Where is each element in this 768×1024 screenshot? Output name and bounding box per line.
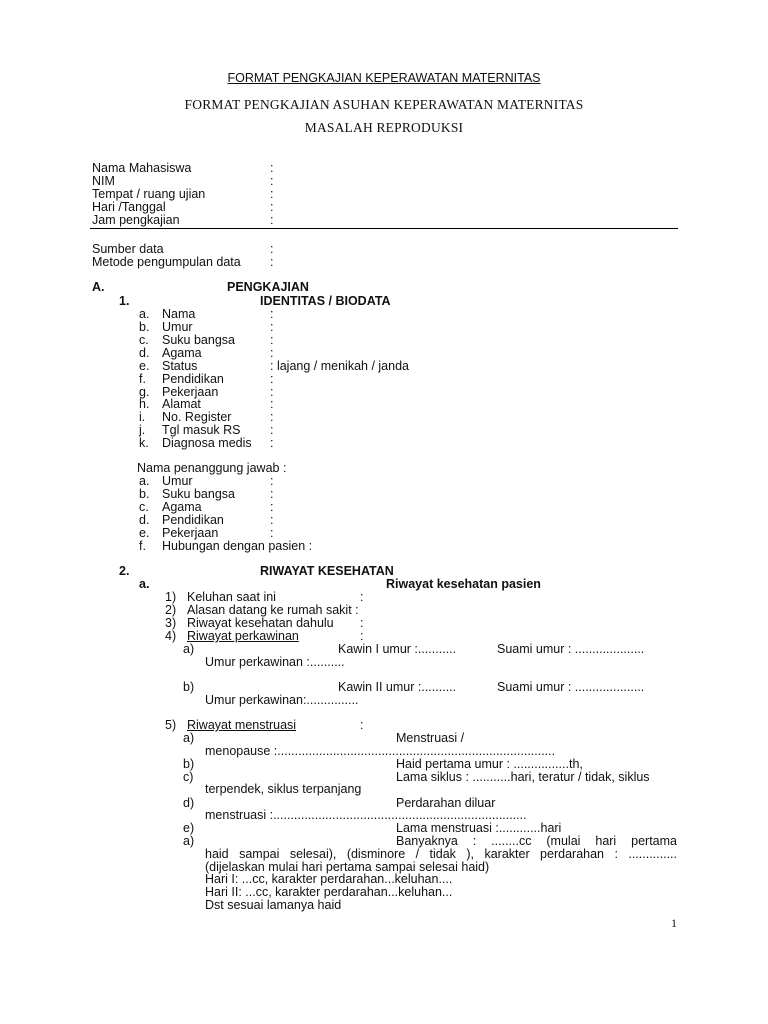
item-value: :: [270, 526, 274, 540]
history-label: Riwayat kesehatan dahulu: [187, 616, 334, 630]
history-label: Alasan datang ke rumah sakit :: [187, 603, 359, 617]
field-colon: :: [270, 213, 274, 227]
item-label: Umur: [162, 474, 193, 488]
field-label: Hari /Tanggal: [92, 200, 166, 214]
field-colon: :: [270, 187, 274, 201]
history-label: Riwayat menstruasi: [187, 718, 297, 732]
item-label: Pekerjaan: [162, 526, 219, 540]
section-number: 2.: [119, 564, 130, 578]
item-label: Pekerjaan: [162, 385, 219, 399]
history-num: 4): [165, 629, 177, 643]
history-num: 3): [165, 616, 177, 630]
item-letter: d.: [139, 513, 150, 527]
item-value: :: [270, 474, 274, 488]
item-value: :: [270, 385, 274, 399]
item-value: :: [270, 397, 274, 411]
item-value: :: [270, 307, 274, 321]
marriage-letter: b): [183, 680, 195, 694]
field-label: Metode pengumpulan data: [92, 255, 241, 269]
item-label: Agama: [162, 346, 202, 360]
form-subtitle: MASALAH REPRODUKSI: [304, 120, 464, 135]
document-title: FORMAT PENGKAJIAN KEPERAWATAN MATERNITAS: [227, 71, 541, 85]
item-label: Alamat: [162, 397, 201, 411]
mens-text: Lama menstruasi :............hari: [396, 821, 562, 835]
history-num: 1): [165, 590, 177, 604]
field-colon: :: [270, 255, 274, 269]
section-number: 1.: [119, 294, 130, 308]
item-label: Pendidikan: [162, 372, 224, 386]
item-label: Pendidikan: [162, 513, 224, 527]
field-colon: :: [270, 242, 274, 256]
mens-text: Dst sesuai lamanya haid: [205, 898, 342, 912]
mens-letter: c): [183, 770, 194, 784]
section-heading: IDENTITAS / BIODATA: [260, 294, 391, 308]
section-heading: RIWAYAT KESEHATAN: [260, 564, 394, 578]
item-letter: c.: [139, 333, 149, 347]
history-label: Keluhan saat ini: [187, 590, 276, 604]
item-label: Status: [162, 359, 198, 373]
history-label: Riwayat perkawinan: [187, 629, 299, 643]
field-label: Nama Mahasiswa: [92, 161, 192, 175]
item-value: :: [270, 513, 274, 527]
mens-text: Hari I: ...cc, karakter perdarahan...keluhan....: [205, 872, 453, 886]
item-value: :: [270, 500, 274, 514]
item-label: Nama: [162, 307, 196, 321]
field-colon: :: [270, 174, 274, 188]
mens-text: haid sampai selesai), (disminore / tidak ), karakter perdarahan : ..............: [205, 847, 677, 861]
item-letter: i.: [139, 410, 146, 424]
item-label: No. Register: [162, 410, 232, 424]
husband-age: Suami umur : ....................: [497, 642, 645, 656]
mens-text: Menstruasi /: [396, 731, 465, 745]
item-label: Tgl masuk RS: [162, 423, 241, 437]
mens-letter: e): [183, 821, 195, 835]
item-value: :: [270, 487, 274, 501]
guardian-heading: Nama penanggung jawab :: [137, 461, 287, 475]
marriage-age: Kawin II umur :..........: [338, 680, 457, 694]
section-heading: PENGKAJIAN: [227, 280, 309, 294]
mens-text: Haid pertama umur : ................th,: [396, 757, 583, 771]
item-letter: h.: [139, 397, 150, 411]
item-letter: a.: [139, 307, 150, 321]
mens-text: menstruasi :.........................................................................: [205, 808, 527, 822]
history-colon: :: [360, 616, 364, 630]
item-letter: k.: [139, 436, 149, 450]
field-colon: :: [270, 161, 274, 175]
marriage-duration: Umur perkawinan :..........: [205, 655, 345, 669]
item-value: :: [270, 423, 274, 437]
marriage-letter: a): [183, 642, 195, 656]
mens-text: menopause :................................................................................: [205, 744, 556, 758]
item-value: : lajang / menikah / janda: [270, 359, 409, 373]
husband-age: Suami umur : ....................: [497, 680, 645, 694]
mens-text: Lama siklus : ...........hari, teratur / tidak, siklus: [396, 770, 650, 784]
item-value: :: [270, 410, 274, 424]
mens-text: Banyaknya : ........cc (mulai hari pertama: [396, 834, 677, 848]
mens-letter: b): [183, 757, 195, 771]
item-label: Diagnosa medis: [162, 436, 252, 450]
item-letter: e.: [139, 526, 150, 540]
field-label: NIM: [92, 174, 115, 188]
item-value: :: [270, 320, 274, 334]
mens-text: Hari II: ...cc, karakter perdarahan...keluhan...: [205, 885, 453, 899]
item-letter: e.: [139, 359, 150, 373]
item-label: Hubungan dengan pasien :: [162, 539, 313, 553]
item-label: Suku bangsa: [162, 333, 235, 347]
item-label: Agama: [162, 500, 202, 514]
mens-letter: d): [183, 796, 195, 810]
history-num: 2): [165, 603, 177, 617]
history-colon: :: [360, 629, 364, 643]
item-value: :: [270, 333, 274, 347]
mens-text: terpendek, siklus terpanjang: [205, 782, 362, 796]
item-letter: c.: [139, 500, 149, 514]
item-letter: d.: [139, 346, 150, 360]
marriage-age: Kawin I umur :...........: [338, 642, 457, 656]
mens-text: (dijelaskan mulai hari pertama sampai selesai haid): [205, 860, 490, 874]
item-letter: b.: [139, 487, 150, 501]
item-value: :: [270, 436, 274, 450]
field-colon: :: [270, 200, 274, 214]
history-num: 5): [165, 718, 177, 732]
field-label: Jam pengkajian: [92, 213, 180, 227]
item-letter: a.: [139, 474, 150, 488]
mens-letter: a): [183, 834, 195, 848]
subsection-letter: a.: [139, 577, 150, 591]
item-letter: j.: [139, 423, 146, 437]
item-letter: g.: [139, 385, 150, 399]
section-letter: A.: [92, 280, 105, 294]
marriage-duration: Umur perkawinan:...............: [205, 693, 359, 707]
item-value: :: [270, 372, 274, 386]
history-colon: :: [360, 590, 364, 604]
mens-letter: a): [183, 731, 195, 745]
item-label: Suku bangsa: [162, 487, 235, 501]
item-value: :: [270, 346, 274, 360]
item-letter: f.: [139, 539, 146, 553]
item-letter: b.: [139, 320, 150, 334]
mens-text: Perdarahan diluar: [396, 796, 496, 810]
item-label: Umur: [162, 320, 193, 334]
divider-line: [90, 228, 678, 229]
page-number: 1: [671, 916, 677, 930]
field-label: Sumber data: [92, 242, 164, 256]
item-letter: f.: [139, 372, 146, 386]
field-label: Tempat / ruang ujian: [92, 187, 206, 201]
form-title: FORMAT PENGKAJIAN ASUHAN KEPERAWATAN MATERNITAS: [184, 97, 584, 112]
subsection-heading: Riwayat kesehatan pasien: [386, 577, 541, 591]
history-colon: :: [360, 718, 364, 732]
